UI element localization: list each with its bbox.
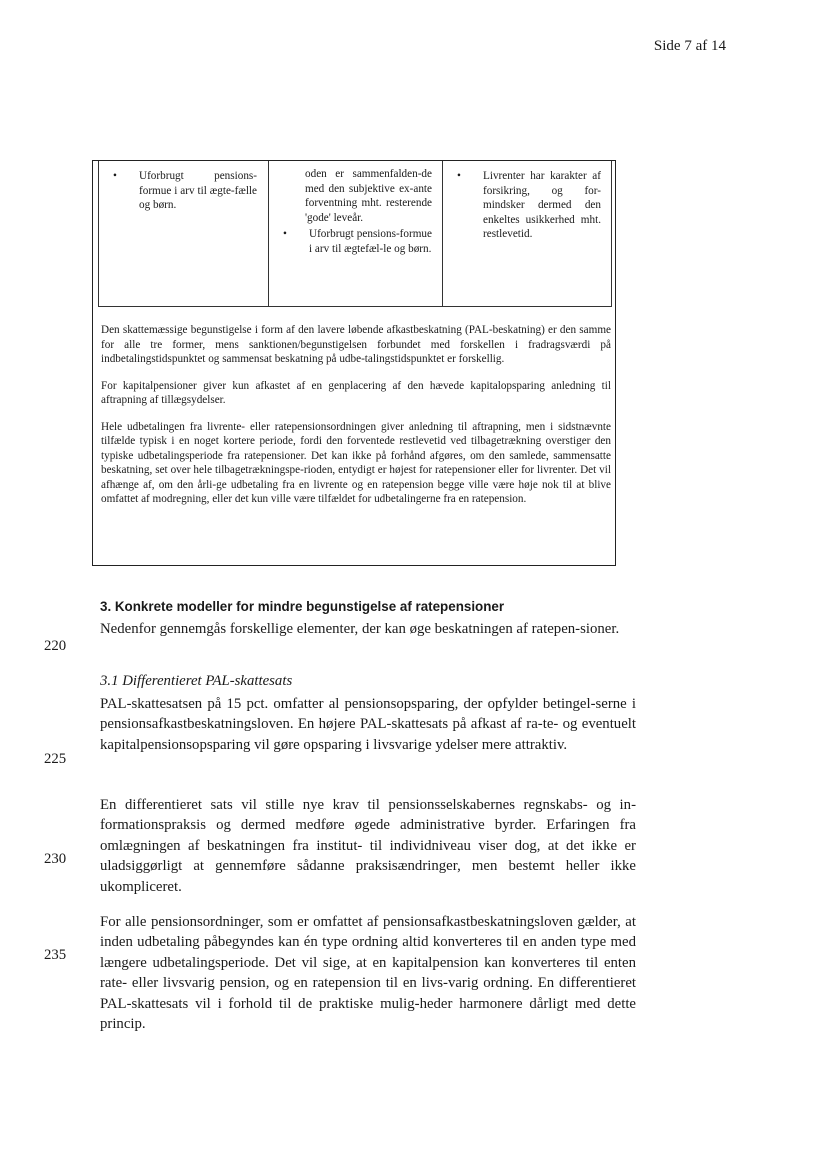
bullet-icon: • [113, 170, 117, 182]
comparison-table [98, 161, 612, 307]
bullet-icon: • [457, 170, 461, 182]
box-paragraph: Hele udbetalingen fra livrente- eller ratepensionsordningen giver anledning til aftrapning, men i sidstnævnte tilfælde typisk i en noget kortere periode, fordi den forventede restlevetid ved tilbagetrækning overstiger den typiske udbetalingsperiode fra ratepensioner. Det kan ikke på forhånd afgøres, om den samlede, sammensatte beskatning, set over hele tilbagetrækningspe-rioden, entydigt er højest for ratepensioner eller for livrenter. Det vil afhænge af, om den årli-ge udbetaling fra en livrente og en ratepension begge ville være høje nok til at blive omfattet af modregning, eller det kun ville være tilfældet for udbetalingerne fra en ratepension. [101, 420, 611, 505]
summary-box [92, 160, 616, 566]
paragraph-text: Nedenfor gennemgås forskellige elementer, der kan øge beskatningen af ratepen-sioner. [100, 621, 620, 637]
subsection-heading: 3.1 Differentieret PAL-skattesats [100, 673, 293, 689]
page-number: Side 7 af 14 [653, 38, 726, 54]
paragraph-text: En differentieret sats vil stille nye krav til pensionsselskabernes regnskabs- og in-formationspraksis og dermed medføre øgede administrative byrder. Erfaringen fra omlægningen af beskatningen fra institut- til individniveau viser dog, at det ikke er uladsiggørligt at gennemføre sådanne praksisændringer, men bestemt heller ikke ukompliceret. [100, 797, 636, 895]
table-column-3 [443, 161, 611, 306]
paragraph-2 [100, 795, 636, 897]
paragraph-3 [100, 912, 636, 1034]
line-number: 235 [44, 947, 67, 963]
section-heading: 3. Konkrete modeller for mindre begunstigelse af ratepensioner [100, 599, 505, 614]
box-text [101, 323, 611, 507]
table-cell-text: Uforbrugt pensions-formue i arv til ægte-fælle og børn. [139, 170, 257, 211]
paragraph-1 [100, 694, 636, 755]
table-bullet-item [279, 227, 432, 256]
intro-paragraph [100, 619, 636, 639]
paragraph-text: For alle pensionsordninger, som er omfattet af pensionsafkastbeskatningsloven gælder, at inden udbetaling påbegyndes kan én type ordning altid konverteres til en anden type med længere udbetalingsperiode. Det vil sige, at en kapitalpension kan konverteres til enten rate- eller livsvarig pension, og en ratepension til en livs-varig ordning. En differentieret PAL-skattesats vil i forhold til de praktiske mulig-heder harmonere dårligt med dette princip. [100, 914, 636, 1033]
table-bullet-item [453, 169, 601, 242]
box-paragraph: Den skattemæssige begunstigelse i form af den lavere løbende afkastbeskatning (PAL-beskatning) er den samme for alle tre former, mens sanktionen/begunstigelsen forbundet med forskellen i fradragsværdi på indbetalingstidspunktet og sammensat beskatning på udbe-talingstidspunktet er forskellig. [101, 324, 611, 365]
line-number: 220 [44, 638, 67, 654]
table-bullet-item [109, 169, 257, 213]
table-cell-continuation: oden er sammenfalden-de med den subjektive ex-ante forventning mht. resterende 'gode' leveår. [305, 168, 432, 224]
table-cell-text: Livrenter har karakter af forsikring, og for-mindsker dermed den enkeltes usikkerhed mht. restlevetid. [483, 170, 601, 240]
bullet-icon: • [283, 228, 287, 240]
line-number: 225 [44, 751, 67, 767]
table-cell-text: Uforbrugt pensions-formue i arv til ægtefæl-le og børn. [309, 228, 432, 255]
table-column-2 [268, 161, 443, 306]
paragraph-text: PAL-skattesatsen på 15 pct. omfatter al pensionsopsparing, der opfylder betingel-serne i pensionsafkastbeskatningsloven. En højere PAL-skattesats på afkast af ra-te- og eventuelt kapitalpensionsopsparing vil gøre opsparing i livsvarige ydelser mere attraktiv. [100, 696, 636, 753]
box-paragraph: For kapitalpensioner giver kun afkastet af en genplacering af den hævede kapitalopsparing anledning til aftrapning af tillægsydelser. [101, 379, 611, 406]
line-number: 230 [44, 851, 67, 867]
table-column-1 [99, 161, 267, 306]
